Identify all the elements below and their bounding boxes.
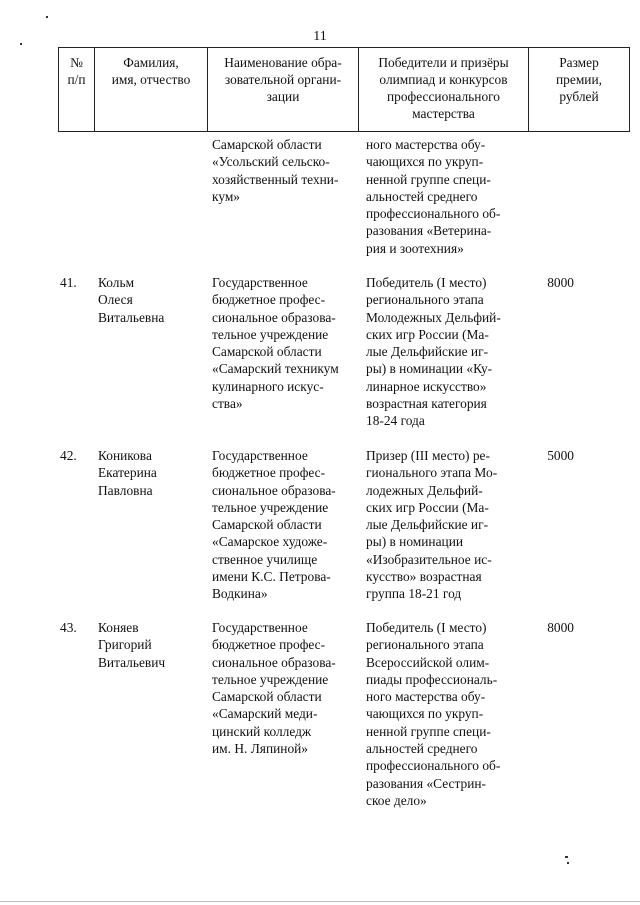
row-prize: 8000 <box>547 620 574 635</box>
scan-speck <box>46 16 48 18</box>
scan-edge-line <box>0 901 640 902</box>
scan-speck <box>565 856 568 858</box>
row-organization: Государственное бюджетное профес- сиональное образова- тельное учреждение Самарской области «Самарский техникум кулинарного искус- ства» <box>212 275 339 412</box>
row-prize: 5000 <box>547 448 574 463</box>
header-achievement: Победители и призёры олимпиад и конкурсов профессионального мастерства <box>359 48 529 131</box>
row-achievement: Призер (III место) ре- гионального этапа Мо- лодежных Дельфий- ских игр России (Ма- лые Дельфийские иг- ры) в номинации «Изобразительное ис- кусство» возрастная группа 18-21 год <box>366 448 498 602</box>
row-organization: Государственное бюджетное профес- сиональное образова- тельное учреждение Самарской области «Самарский меди- цинский колледж им. Н. Ляпиной» <box>212 620 336 757</box>
row-number: 41. <box>60 275 77 290</box>
table-header <box>58 47 630 132</box>
header-number: № п/п <box>59 48 95 131</box>
row-achievement: Победитель (I место) регионального этапа Всероссийской олим- пиады профессиональ- ного мастерства обу- чающихся по укруп- ненной группе специ- альностей среднего профессионального об- разования «Сестрин- ское дело» <box>366 620 501 808</box>
header-name: Фамилия, имя, отчество <box>95 48 208 131</box>
continued-organization: Самарской области «Усольский сельско- хозяйственный техни- кум» <box>212 137 339 204</box>
row-achievement: Победитель (I место) регионального этапа Молодежных Дельфий- ских игр России (Ма- лые Дельфийские иг- ры) в номинации «Ку- линарное искусство» возрастная категория 18-24 года <box>366 275 501 429</box>
scan-speck <box>567 862 569 864</box>
row-name: Коняев Григорий Витальевич <box>98 620 166 670</box>
row-organization: Государственное бюджетное профес- сиональное образова- тельное учреждение Самарской области «Самарское художе- ственное училище имени К.С. Петрова- Водкина» <box>212 448 336 602</box>
row-number: 43. <box>60 620 77 635</box>
page-number: 11 <box>313 29 327 44</box>
row-name: Коникова Екатерина Павловна <box>98 448 157 498</box>
row-name: Кольм Олеся Витальевна <box>98 275 165 325</box>
row-prize: 8000 <box>547 275 574 290</box>
continued-achievement: ного мастерства обу- чающихся по укруп- ненной группе специ- альностей среднего профессионального об- разования «Ветерина- рия и зоотехния» <box>366 137 501 256</box>
row-number: 42. <box>60 448 77 463</box>
header-organization: Наименование обра- зовательной органи- зации <box>208 48 359 131</box>
header-prize: Размер премии, рублей <box>556 55 602 104</box>
